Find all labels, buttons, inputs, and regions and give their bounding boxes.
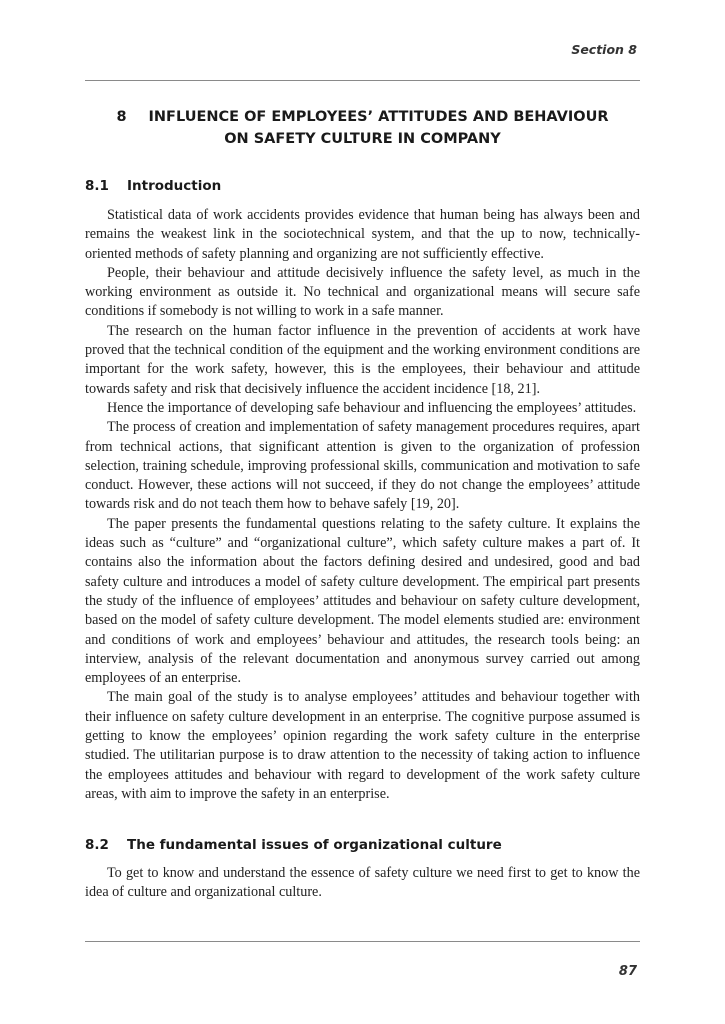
paragraph: Hence the importance of developing safe behaviour and influencing the employees’ attitudes. [107, 399, 637, 416]
chapter-title-line-1 [85, 106, 640, 128]
paragraph: The main goal of the study is to analyse employees’ attitudes and behaviour together with their influence on safety culture development in an enterprise. The cognitive purpose assumed is getting to know the employees’ opinion regarding the work safety culture in the enterprise studied. The utilitarian purpose is to draw attention to the necessity of taking action to influence the employees attitudes and behaviour with regard to development of the work safety culture areas, with aim to improve the safety in an enterprise. [85, 689, 640, 802]
organizational-culture-body [85, 864, 640, 903]
section-heading-organizational-culture [85, 837, 502, 853]
paragraph: The process of creation and implementation of safety management procedures requires, apart from technical actions, that significant attention is given to the organization of profession selection, training schedule, improving professional skills, communication and motivation to safe conduct. However, these actions will not succeed, if they do not change the employees’ attitude towards risk and do not teach them how to behave safely [19, 20]. [85, 419, 640, 513]
section-heading-introduction [85, 178, 221, 194]
introduction-body [85, 206, 640, 804]
chapter-title-text-1: INFLUENCE OF EMPLOYEES’ ATTITUDES AND BEHAVIOUR [148, 109, 609, 125]
header-divider [85, 80, 640, 81]
paragraph: Statistical data of work accidents provides evidence that human being has always been and remains the weakest link in the sociotechnical system, and that the up to now, technically-oriented methods of safety planning and organizing are not sufficiently effective. [85, 207, 640, 262]
paragraph: The research on the human factor influence in the prevention of accidents at work have proved that the technical condition of the equipment and the working environment conditions are important for the work safety, however, this is the employees, their behaviour and attitude towards safety and risk that decisively influence the accident incidence [18, 21]. [85, 322, 640, 397]
page-number: 87 [618, 964, 637, 979]
paragraph: The paper presents the fundamental questions relating to the safety culture. It explains the ideas such as “culture” and “organizational culture”, which safety culture makes a part of. It contains also the information about the factors defining desired and undesired, good and bad safety culture and introduces a model of safety culture development. The empirical part presents the study of the influence of employees’ attitudes and behaviour on safety culture development, based on the model of safety culture development. The model elements studied are: environment and conditions of work and employees’ behaviour and attitudes, the research tools being: an interview, analysis of the relevant documentation and anonymous survey carried out among employees of an enterprise. [85, 515, 640, 687]
section-number: 8.1 [85, 178, 109, 194]
section-title: The fundamental issues of organizational culture [127, 837, 502, 853]
footer-divider [85, 941, 640, 942]
section-number: 8.2 [85, 837, 109, 853]
chapter-number: 8 [116, 109, 127, 125]
paragraph: To get to know and understand the essence of safety culture we need first to get to know the idea of culture and organizational culture. [85, 865, 640, 901]
chapter-title-line-2: ON SAFETY CULTURE IN COMPANY [224, 131, 501, 147]
chapter-title [85, 106, 640, 150]
section-title: Introduction [127, 178, 222, 194]
running-header-section-label: Section 8 [571, 42, 637, 57]
paragraph: People, their behaviour and attitude decisively influence the safety level, as much in the working environment as outside it. No technical and organizational means will secure safe conditions if somebody is not willing to work in a safe manner. [85, 264, 640, 320]
